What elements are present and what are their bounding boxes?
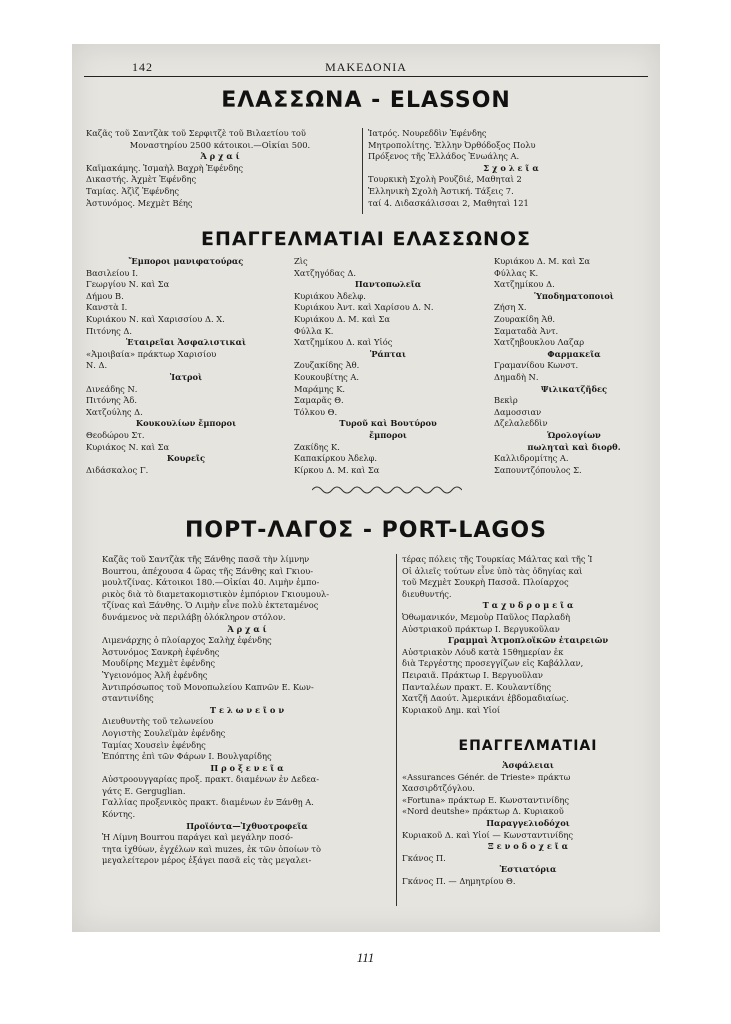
elasson.right-line: Μητροπολίτης. Ἑλλην Ὀρθόδοξος Πολυ: [368, 139, 536, 150]
epaggelmatiai1.col2-line: Τόλκου Θ.: [294, 406, 338, 417]
epaggelmatiai1.col2-line: Τυροῦ καὶ Βουτύρου: [339, 418, 437, 429]
portlagos.left-line: τζίνας καὶ Ξάνθης. Ὁ Λιμὴν εἶνε πολὺ ἐκτεταμένος: [102, 600, 319, 611]
epaggelmatiai1.col1-line: Δινεάδης Ν.: [86, 383, 138, 394]
epaggelmatiai1.col2-line: Κυριάκου Ἀντ. καὶ Χαρίσου Δ. Ν.: [294, 302, 434, 313]
folio-number: 111: [356, 950, 375, 965]
header-rule: [84, 76, 648, 77]
epaggelmatiai1.col1-line: Ἔμποροι μανιφατούρας: [128, 256, 244, 266]
portlagos.right2-line: Γκάνος Π.: [402, 852, 446, 863]
epaggelmatiai1.col3-line: Βεκὶρ: [494, 395, 518, 406]
epaggelmatiai1.col2-line: Ῥάπται: [370, 348, 406, 359]
portlagos.right-line: διευθυντής.: [402, 588, 452, 599]
portlagos.left-line: Τ ε λ ω ν ε ῖ ο ν: [209, 704, 285, 715]
elasson.right-line: Ἰατρός. Νουρεδδὶν Ἐφένδης: [368, 128, 487, 138]
portlagos.right-line: τέρας πόλεις τῆς Τουρκίας Μάλτας καὶ τῆς Ἰ: [402, 554, 593, 564]
epaggelmatiai1.col1-line: Κυριάκου Ν. καὶ Χαρισσίου Δ. Χ.: [86, 313, 225, 324]
epaggelmatiai1.col3-line: Ὑποδηματοποιοὶ: [534, 290, 614, 301]
epaggelmatiai1.col3-line: Δζελαλεδδὶν: [494, 418, 548, 429]
portlagos.right-line: διὰ Τεργέστης προσεγγίζων εἰς Καβάλλαν,: [402, 658, 584, 669]
portlagos-professionals-column: [402, 760, 654, 888]
elasson.right-line: Τουρκικὴ Σχολὴ Ρουζδιέ, Μαθηταὶ 2: [368, 174, 522, 185]
epaggelmatiai1.col1-line: Ἰατροὶ: [169, 371, 203, 382]
portlagos.right-line: Χατζῆ Δαούτ. Ἀμερικάνι ἑβδομαδιαίως.: [402, 693, 569, 704]
portlagos.right2-line: «Nord deutshe» πράκτωρ Δ. Κυριακοῦ: [402, 806, 564, 817]
portlagos.right-line: Πειραιᾶ. Πράκτωρ Ι. Βεργυοῦλαν: [402, 669, 543, 680]
portlagos.right2-line: Ξ ε ν ο δ ο χ ε ῖ α: [487, 841, 569, 852]
portlagos.left-line: γάτς Ε. Gerguglian.: [102, 785, 186, 796]
portlagos.left-line: Π ρ ο ξ ε ν ε ῖ α: [210, 762, 284, 773]
epaggelmatiai1.col3-line: Γραμανίδου Κωνστ.: [494, 360, 579, 371]
portlagos.left-line: μεγαλείτερον μέρος ἐξάγει πασᾶ εἰς τὰς μεγαλει-: [102, 855, 312, 866]
epaggelmatiai1.col3-line: Φύλλας Κ.: [494, 267, 539, 278]
epaggelmatiai1.col3-line: Δαμοσσιαν: [494, 406, 542, 417]
epaggelmatiai1.col2-line: Σαμαρᾶς Θ.: [294, 395, 344, 406]
epaggelmatiai1.col1-line: Δήμου Β.: [86, 290, 124, 301]
epaggelmatiai1.col2-line: Χατζημίκου Δ. καὶ Υἱός: [294, 337, 393, 348]
portlagos.left-line: Bourrou, ἀπέχουσα 4 ὥρας τῆς Ξάνθης καὶ Γκιου-: [102, 565, 314, 576]
epaggelmatiai1.col2-line: Χατζηγόδας Δ.: [294, 267, 357, 278]
epaggelmatiai1.col1-line: Ἑταιρεῖαι Ἀσφαλιστικαὶ: [126, 337, 246, 348]
epaggelmatiai1.col1-line: Πιτόνης Δ.: [86, 325, 133, 336]
portlagos.right2-line: Χασσιρδτζόγλου.: [402, 783, 475, 794]
epaggelmatiai1.col1-line: Πιτόνης Ἀδ.: [86, 395, 137, 406]
epaggelmatiai1.col3-line: Ψιλικατζῆδες: [540, 383, 608, 394]
portlagos.left-line: Λογιστὴς Σουλεϊμὰν ἐφένδης: [102, 727, 226, 738]
epaggelmatiai1.col2-line: Ζὶς: [294, 256, 308, 266]
epaggelmatiai1.col2-line: Ζουζακίδης Ἀθ.: [294, 360, 360, 371]
portlagos.left-line: Ἀντιπρόσωπος τοῦ Μονοπωλείου Καπνῶν Ε. Κων-: [102, 681, 314, 692]
epaggelmatiai1.col2-line: Κυριάκου Ἀδελφ.: [294, 290, 366, 301]
epaggelmatiai1.col1-line: Χατζούλης Δ.: [86, 406, 143, 417]
portlagos.left-line: Λιμενάρχης ὁ πλοίαρχος Σαλὴχ ἐφένδης: [102, 635, 272, 646]
epaggelmatiai1.col1-line: Κουκουλίων ἔμποροι: [135, 418, 237, 429]
elasson.left-line: Καζᾶς τοῦ Σαντζὰκ τοῦ Σερφιτζὲ τοῦ Βιλαετίου τοῦ: [86, 128, 306, 138]
epaggelmatiai1.col2-line: Μαράμης Κ.: [294, 383, 346, 394]
portlagos.left-line: Αὐστροουγγαρίας προξ. πρακτ. διαμένων ἐν Δεδεα-: [102, 774, 320, 785]
epaggelmatiai1.col2-line: Κουκουβίτης Α.: [294, 371, 359, 382]
portlagos.right2-line: Ἀσφάλειαι: [502, 760, 554, 770]
column-divider: [396, 554, 397, 906]
epaggelmatiai1.col3-line: Κυριάκου Δ. Μ. καὶ Σα: [494, 256, 591, 266]
elasson.right-line: ταί 4. Διδασκάλισσαι 2, Μαθηταὶ 121: [368, 197, 529, 208]
epaggelmatiai1.col3-line: Χατζηβουκλου Λαζαρ: [494, 337, 585, 348]
epaggelmatiai1.col1-line: Κανστὰ Ι.: [86, 302, 128, 313]
elasson.left-line: Ἀ ρ χ α ί: [200, 151, 240, 162]
professionals-column-3: [494, 256, 654, 476]
portlagos.right-line: τοῦ Μεχμὲτ Σουκρὴ Πασσᾶ. Πλοίαρχος: [402, 577, 569, 588]
elasson.left-line: Ἀστυνόμος. Μεχμὲτ Βέης: [86, 197, 193, 208]
portlagos.left-line: Γαλλίας προξενικὸς πρακτ. διαμένων ἐν Ξάνθῃ Α.: [102, 797, 314, 808]
portlagos.right2-line: Γκάνος Π. — Δημητρίου Θ.: [402, 875, 516, 886]
portlagos.left-line: Καζᾶς τοῦ Σαντζὰκ τῆς Ξάνθης πασᾶ τὴν λίμνην: [102, 554, 310, 564]
elasson.right-line: Σ χ ο λ ε ῖ α: [483, 162, 539, 173]
epaggelmatiai1.col2-line: ἔμποροι: [369, 429, 407, 440]
portlagos.right-line: Πανταλέων πρακτ. Ε. Κουλαντίδης: [402, 681, 551, 692]
portlagos.left-line: ρικὸς διὰ τὸ διαμετακομιστικὸν ἐμπόριον Γκιουμουλ-: [102, 588, 330, 599]
elasson.left-line: Δικαστής. Ἀχμὲτ Ἐφένδης: [86, 174, 197, 185]
epaggelmatiai1.col3-line: πωληταὶ καὶ διορθ.: [527, 441, 621, 452]
elasson.right-line: Ἑλληνικὴ Σχολὴ Ἀστική. Τάξεις 7.: [368, 185, 514, 196]
wave-divider: [312, 484, 462, 496]
epaggelmatiai1.col1-line: Γεωργίου Ν. καὶ Σα: [86, 279, 170, 290]
epaggelmatiai1.col3-line: Καλλιδρομίτης Α.: [494, 453, 569, 464]
portlagos.right2-line: «Fortuna» πράκτωρ Ε. Κωνσταντινίδης: [402, 794, 570, 805]
professionals-column-1: [86, 256, 286, 476]
epaggelmatiai1.col1-line: Διδάσκαλος Γ.: [86, 464, 149, 475]
epaggelmatiai1.col2-line: Κυριάκου Δ. Μ. καὶ Σα: [294, 313, 391, 324]
epaggelmatiai1.col1-line: Κουρεῖς: [166, 453, 206, 464]
elasson-intro-column: [86, 128, 354, 209]
portlagos.left-line: μουλτζίνας. Κάτοικοι 180.—Οἰκίαι 40. Λιμὴν ἐμπο-: [102, 577, 320, 588]
portlagos.left-line: Κόντης.: [102, 809, 136, 820]
epaggelmatiai1.col1-line: Βασιλείου Ι.: [86, 267, 139, 278]
portlagos.right-line: Κυριακοῦ Δημ. καὶ Υἱοί: [402, 704, 501, 715]
portlagos.right2-line: Παραγγελιοδόχοι: [486, 817, 570, 828]
elasson.left-line: Ταμίας. Ἀζὶζ Ἐφένδης: [86, 185, 180, 196]
epaggelmatiai1.col1-line: Κυριάκος Ν. καὶ Σα: [86, 441, 170, 452]
portlagos.left-line: Ὑγειονόμος Ἀλῆ ἐφένδης: [102, 669, 208, 680]
portlagos.left-line: Μουδίρης Μεχμὲτ ἐφένδης: [102, 658, 216, 669]
portlagos.left-line: δυνάμενος νὰ περιλάβῃ ὁλόκληρον στόλον.: [102, 611, 286, 622]
portlagos.left-line: Ἀστυνόμος Σανκρὴ ἐφένδης: [102, 646, 220, 657]
epaggelmatiai1.col1-line: Ν. Δ.: [86, 360, 108, 371]
epaggelmatiai1.col2-line: Καπακίρκου Ἀδελφ.: [294, 453, 378, 464]
portlagos.left-line: τητα ἰχθύων, ἐγχέλων καὶ muzes, ἐκ τῶν ὁποίων τὸ: [102, 843, 321, 854]
portlagos.right-line: Ὀθωμανικόν, Μεμοὺρ Παῦλος Παρλαδὴ: [402, 611, 571, 622]
portlagos.right2-line: Κυριακοῦ Δ. καὶ Υἱοί — Κωνσταντινίδης: [402, 829, 573, 840]
portlagos.right2-line: «Assurances Génér. de Trieste» πράκτω: [402, 771, 571, 782]
elasson.left-line: Μοναστηρίου 2500 κάτοικοι.—Οἰκίαι 500.: [129, 139, 311, 150]
epaggelmatiai1.col3-line: Χατζημίκου Δ.: [494, 279, 555, 290]
portlagos.left-line: Προϊόντα—Ἰχθυοτροφεῖα: [186, 820, 308, 831]
section-title-elasson: ΕΛΑΣΣΩΝΑ - ELASSON: [221, 88, 511, 113]
portlagos-right-column: [402, 554, 654, 716]
epaggelmatiai1.col3-line: Ὡρολογίων: [547, 429, 601, 440]
portlagos.left-line: Διευθυντὴς τοῦ τελωνείου: [102, 716, 214, 727]
portlagos.left-line: Ἐπόπτης ἐπὶ τῶν Φάρων Ι. Βουλγαρίδης: [102, 751, 272, 762]
professionals-column-2: [294, 256, 482, 476]
portlagos.right-line: Αὐστριακοῦ πράκτωρ Ι. Βεργυκοῦλαν: [402, 623, 560, 634]
epaggelmatiai1.col2-line: Ζακίδης Κ.: [294, 441, 340, 452]
epaggelmatiai1.col3-line: Ζήση Χ.: [494, 302, 527, 313]
epaggelmatiai1.col3-line: Σαπουντζόπουλος Σ.: [494, 464, 582, 475]
section-title-portlagos: ΠΟΡΤ-ΛΑΓΟΣ - PORT-LAGOS: [185, 518, 547, 543]
epaggelmatiai1.col3-line: Δημαδὴ Ν.: [494, 371, 539, 382]
epaggelmatiai1.col1-line: «Ἀμοιβαία» πράκτωρ Χαρισίου: [86, 348, 217, 359]
epaggelmatiai1.col2-line: Κίρκου Δ. Μ. καὶ Σα: [294, 464, 380, 475]
epaggelmatiai1.col2-line: Φύλλα Κ.: [294, 325, 334, 336]
portlagos.left-line: Ἡ Λίμνη Bourrou παράγει καὶ μεγάλην ποσό-: [102, 832, 293, 843]
portlagos.right-line: Οἱ ἁλιεῖς τούτων εἶνε ὑπὸ τὰς ὁδηγίας καὶ: [402, 565, 583, 576]
elasson.left-line: Καϊμακάμης. Ἰσμαὴλ Βαχρὴ Ἐφένδης: [86, 162, 244, 173]
portlagos.right-line: Γραμμαὶ Ἀτμοπλοϊκῶν ἑταιρειῶν: [447, 635, 609, 646]
running-title: ΜΑΚΕΔΟΝΙΑ: [325, 60, 407, 74]
epaggelmatiai1.col3-line: Ζουρακίδη Ἀθ.: [494, 313, 555, 324]
epaggelmatiai1.col3-line: Φαρμακεῖα: [547, 348, 601, 359]
epaggelmatiai1.col1-line: Θεοδώρου Στ.: [86, 429, 145, 440]
column-divider: [362, 128, 363, 214]
portlagos.right-line: Αὐστριακὸν Λόυδ κατὰ 15θημερίαν ἐκ: [402, 646, 564, 657]
elasson-institutions-column: [368, 128, 654, 209]
section-title-professionals: ΕΠΑΓΓΕΛΜΑΤΙΑΙ: [458, 738, 598, 754]
portlagos.left-line: Ταμίας Χουσεὶν ἐφένδης: [102, 739, 206, 750]
epaggelmatiai1.col2-line: Παντοπωλεῖα: [354, 279, 422, 290]
portlagos.left-line: Ἀ ρ χ α ί: [227, 623, 267, 634]
elasson.right-line: Πρόξενος τῆς Ἑλλάδος Ἐνωάλης Α.: [368, 151, 520, 162]
portlagos.right-line: Τ α χ υ δ ρ ο μ ε ῖ α: [482, 600, 574, 611]
section-title-professionals-elasson: ΕΠΑΓΓΕΛΜΑΤΙΑΙ ΕΛΑΣΣΩΝΟΣ: [200, 228, 532, 250]
portlagos.left-line: σταντινίδης: [102, 693, 154, 704]
portlagos.right2-line: Ἑστιατόρια: [499, 864, 557, 875]
portlagos-left-column: [102, 554, 392, 867]
page-number: 142: [132, 60, 153, 74]
scanned-page: [72, 44, 660, 932]
epaggelmatiai1.col3-line: Σαματαδὰ Ἀντ.: [494, 325, 559, 336]
